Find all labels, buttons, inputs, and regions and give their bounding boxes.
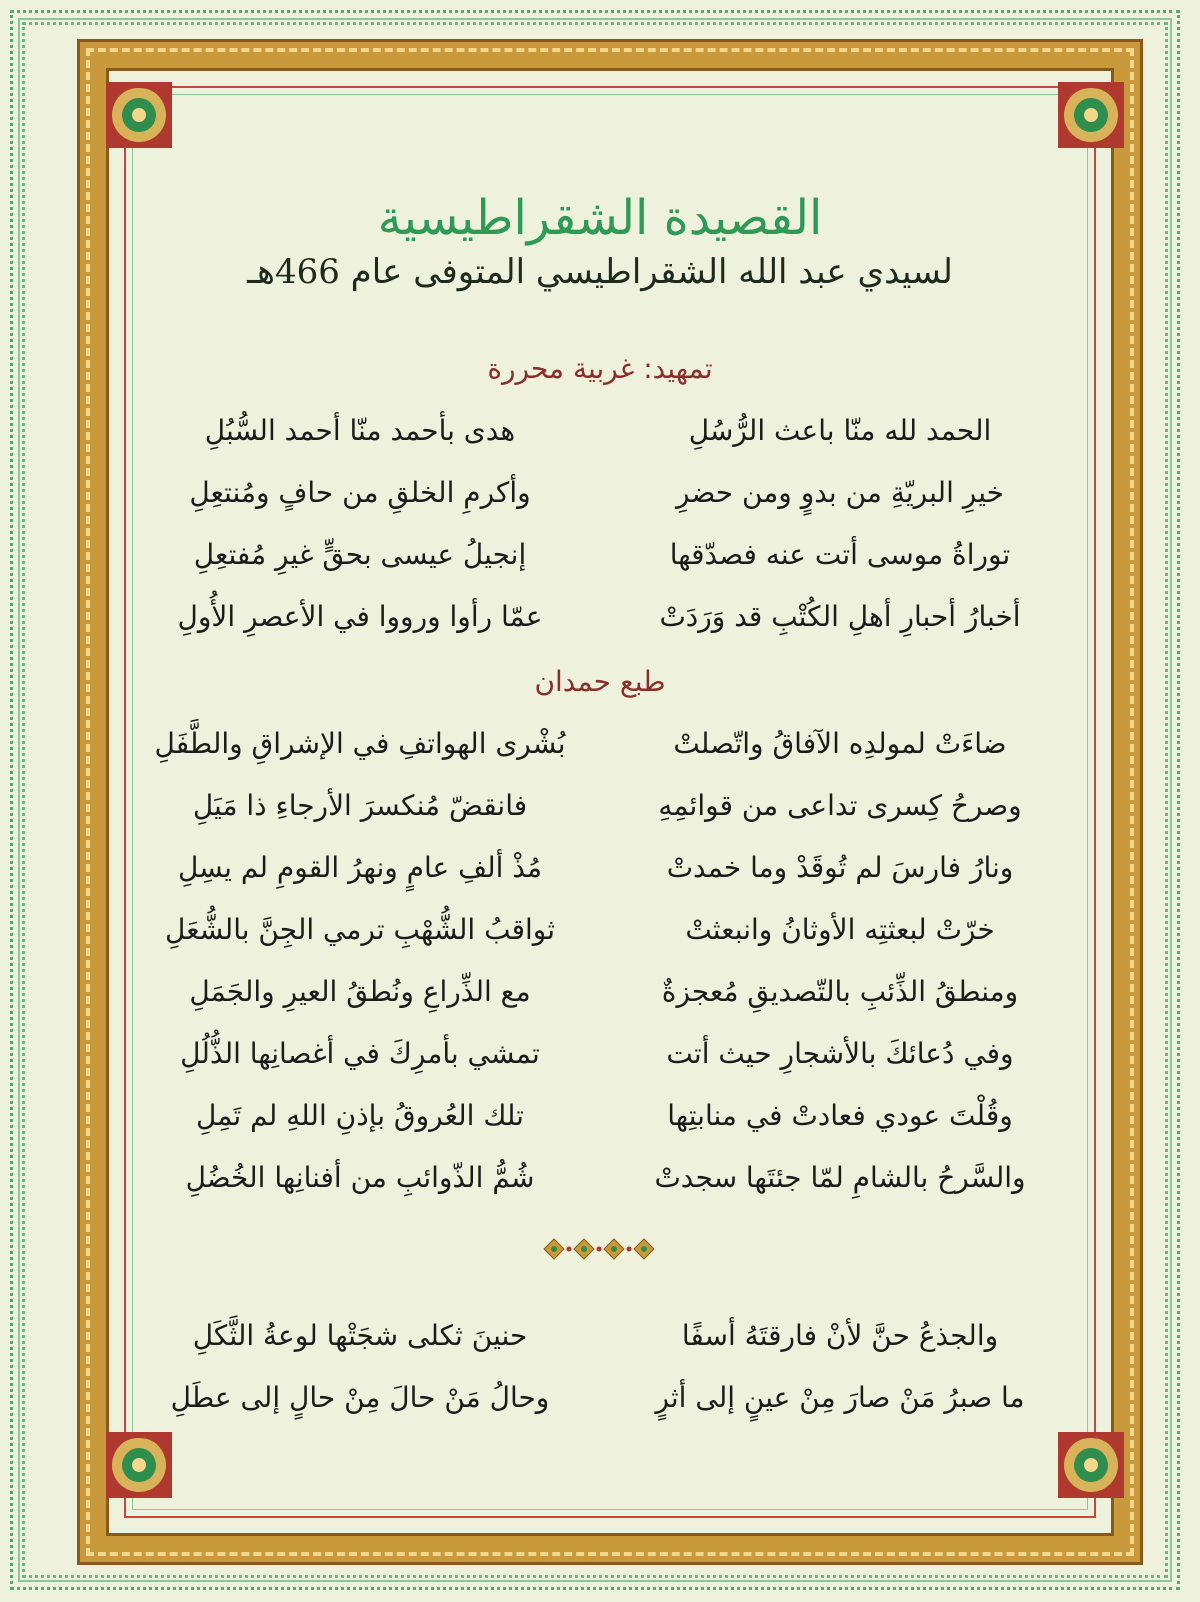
poem-page: [150, 170, 1050, 1428]
first-hemistich: وصرحُ كِسرى تداعى من قوائمِهِ: [658, 788, 1022, 822]
first-hemistich: وفي دُعائكَ بالأشجارِ حيث أتت: [666, 1036, 1014, 1070]
second-hemistich: ثواقبُ الشُّهْبِ ترمي الجِنَّ بالشُّعَلِ: [164, 912, 556, 946]
second-hemistich: مُذْ ألفِ عامٍ ونهرُ القومِ لم يسِلِ: [177, 850, 543, 884]
poem-subtitle: لسيدي عبد الله الشقراطيسي المتوفى عام 466هـ: [247, 252, 953, 292]
second-hemistich: مع الذِّراعِ ونُطقُ العيرِ والجَمَلِ: [189, 974, 531, 1008]
ornament-icon: [540, 1234, 660, 1264]
second-hemistich: حنينَ ثكلى شجَتْها لوعةُ الثَّكَلِ: [192, 1318, 528, 1352]
first-hemistich: ومنطقُ الذِّئبِ بالتّصديقِ مُعجزةٌ: [661, 974, 1019, 1008]
second-hemistich: وأكرمِ الخلقِ من حافٍ ومُنتعِلِ: [189, 475, 531, 509]
verse: [150, 1022, 1050, 1084]
first-hemistich: ما صبرُ مَنْ صارَ مِنْ عينٍ إلى أثرٍ: [655, 1380, 1025, 1414]
corner-ornament-icon: [104, 80, 174, 150]
second-hemistich: إنجيلُ عيسى بحقٍّ غيرِ مُفتعِلِ: [193, 537, 527, 571]
verse: [150, 1366, 1050, 1428]
verse: [150, 461, 1050, 523]
verse: [150, 898, 1050, 960]
second-hemistich: شُمُّ الذّوائبِ من أفنانِها الخُضُلِ: [185, 1160, 535, 1194]
verse: [150, 712, 1050, 774]
second-hemistich: وحالُ مَنْ حالَ مِنْ حالٍ إلى عطَلِ: [170, 1380, 550, 1414]
verse: [150, 399, 1050, 461]
section-heading: طبع حمدان: [534, 665, 666, 698]
second-hemistich: عمّا رأوا ورووا في الأعصرِ الأُولِ: [177, 599, 543, 633]
second-hemistich: فانقضّ مُنكسرَ الأرجاءِ ذا مَيَلِ: [192, 788, 528, 822]
verse: [150, 836, 1050, 898]
first-hemistich: ونارُ فارسَ لم تُوقَدْ وما خمدتْ: [666, 850, 1014, 884]
section-heading: تمهيد: غربية محررة: [487, 352, 713, 385]
second-hemistich: تلك العُروقُ بإذنِ اللهِ لم تَمِلِ: [196, 1098, 524, 1132]
verse: [150, 960, 1050, 1022]
verse: [150, 1084, 1050, 1146]
second-hemistich: تمشي بأمرِكَ في أغصانِها الذُّلُلِ: [180, 1036, 540, 1070]
section-divider-ornament: [150, 1234, 1050, 1264]
section-hamdan: [150, 665, 1050, 1208]
first-hemistich: وقُلْتَ عودي فعادتْ في منابتِها: [667, 1098, 1013, 1132]
first-hemistich: والجذعُ حنَّ لأنْ فارقتَهُ أسفًا: [681, 1318, 999, 1352]
first-hemistich: خرّتْ لبعثتِه الأوثانُ وانبعثتْ: [685, 912, 995, 946]
first-hemistich: والسَّرحُ بالشامِ لمّا جئتَها سجدتْ: [654, 1160, 1026, 1194]
corner-ornament-icon: [1056, 1430, 1126, 1500]
first-hemistich: توراةُ موسى أتت عنه فصدّقها: [669, 537, 1011, 571]
second-hemistich: بُشْرى الهواتفِ في الإشراقِ والطَّفَلِ: [154, 726, 566, 760]
verse: [150, 774, 1050, 836]
verse: [150, 1146, 1050, 1208]
verse-list: [150, 712, 1050, 1208]
first-hemistich: خيرِ البريّةِ من بدوٍ ومن حضرِ: [676, 475, 1004, 509]
first-hemistich: أخبارُ أحبارِ أهلِ الكُتْبِ قد وَرَدَتْ: [659, 599, 1021, 633]
first-hemistich: ضاءَتْ لمولدِه الآفاقُ واتّصلتْ: [673, 726, 1007, 760]
section-intro: [150, 352, 1050, 647]
second-hemistich: هدى بأحمد منّا أحمد السُّبُلِ: [204, 413, 516, 447]
verse: [150, 523, 1050, 585]
verse-list: [150, 1304, 1050, 1428]
verse: [150, 585, 1050, 647]
corner-ornament-icon: [1056, 80, 1126, 150]
corner-ornament-icon: [104, 1430, 174, 1500]
poem-title: القصيدة الشقراطيسية: [377, 190, 823, 246]
verse-list: [150, 399, 1050, 647]
first-hemistich: الحمد لله منّا باعث الرُّسُلِ: [688, 413, 992, 447]
verse: [150, 1304, 1050, 1366]
